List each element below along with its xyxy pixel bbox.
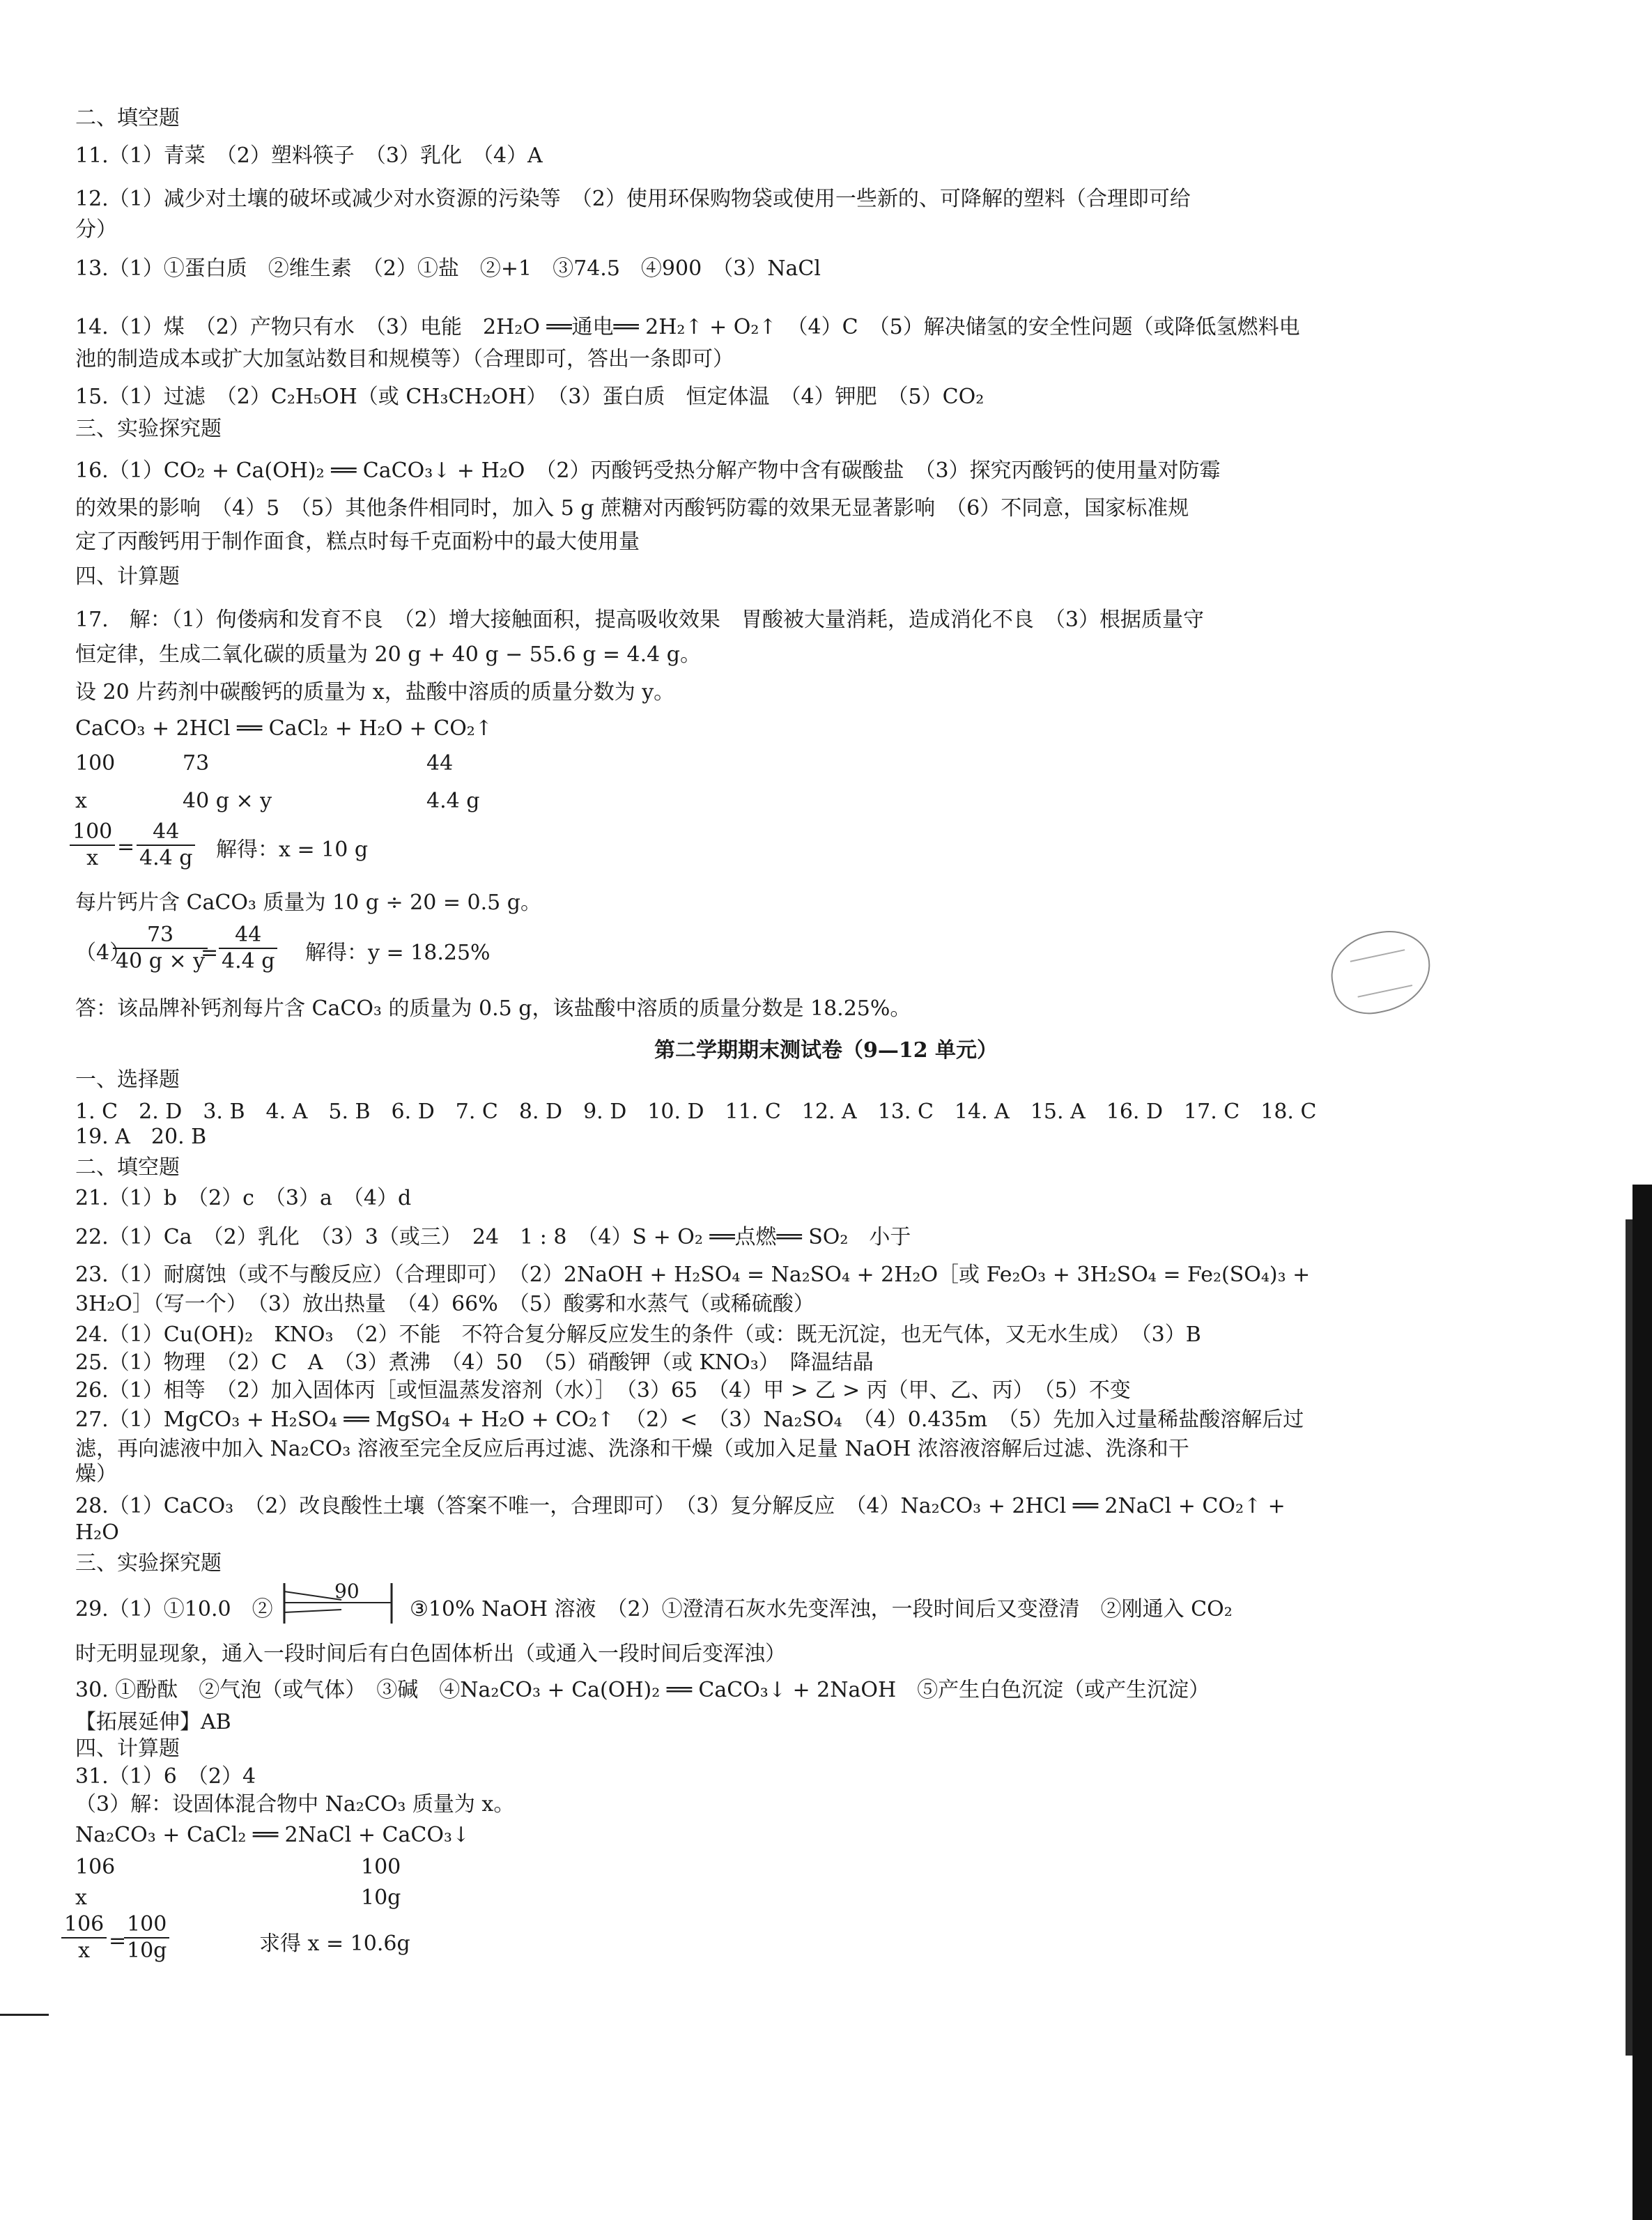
- answer-line: 定了丙酸钙用于制作面食，糕点时每千克面粉中的最大使用量: [75, 530, 640, 554]
- answer-line: 13.（1）①蛋白质 ②维生素 （2）①盐 ②+1 ③74.5 ④900 （3）NaCl: [75, 256, 821, 281]
- answer-line: 27.（1）MgCO₃ + H₂SO₄ ══ MgSO₄ + H₂O + CO₂↑ （2）< （3）Na₂SO₄ （4）0.435m （5）先加入过量稀盐酸溶解后过: [75, 1408, 1304, 1432]
- ratio-value: 100: [361, 1855, 401, 1879]
- fraction-denominator: x: [86, 846, 99, 870]
- answer-line: 1. C 2. D 3. B 4. A 5. B 6. D 7. C 8. D 9. D 10. D 11. C 12. A 13. C 14. A 15. A 16. D 17. C 18. C: [75, 1100, 1317, 1124]
- scan-edge-shadow: [1632, 1185, 1652, 2220]
- equals-sign: =: [117, 835, 135, 859]
- footer-rule: [0, 2014, 49, 2016]
- answer-line: 3H₂O］（写一个） （3）放出热量 （4）66% （5）酸雾和水蒸气（或稀硫酸）: [75, 1292, 815, 1316]
- fraction-denominator: 4.4 g: [139, 846, 193, 870]
- equation-line: CaCO₃ + 2HCl ══ CaCl₂ + H₂O + CO₂↑: [75, 716, 493, 741]
- answer-line: 答：该品牌补钙剂每片含 CaCO₃ 的质量为 0.5 g，该盐酸中溶质的质量分数是 18.25%。: [75, 996, 911, 1021]
- ratio-value: 40 g × y: [183, 789, 272, 813]
- answer-line: 16.（1）CO₂ + Ca(OH)₂ ══ CaCO₃↓ + H₂O （2）丙酸钙受热分解产物中含有碳酸盐 （3）探究丙酸钙的使用量对防霉: [75, 458, 1221, 483]
- fraction-denominator: 4.4 g: [222, 949, 275, 973]
- solution-text: 解得：y = 18.25%: [305, 941, 491, 965]
- answer-line: 每片钙片含 CaCO₃ 质量为 10 g ÷ 20 = 0.5 g。: [75, 891, 541, 915]
- answer-line: 12.（1）减少对土壤的破坏或减少对水资源的污染等 （2）使用环保购物袋或使用一些新的、可降解的塑料（合理即可给: [75, 187, 1191, 211]
- fraction: [113, 923, 208, 974]
- test-title: 第二学期期末测试卷（9—12 单元）: [654, 1038, 998, 1063]
- answer-line: 23.（1）耐腐蚀（或不与酸反应）（合理即可） （2）2NaOH + H₂SO₄ = Na₂SO₄ + 2H₂O［或 Fe₂O₃ + 3H₂SO₄ = Fe₂(SO₄)₃ +: [75, 1263, 1311, 1287]
- answer-line: 26.（1）相等 （2）加入固体丙［或恒温蒸发溶剂（水）］ （3）65 （4）甲 > 乙 > 丙（甲、乙、丙） （5）不变: [75, 1378, 1131, 1403]
- answer-line: 19. A 20. B: [75, 1125, 207, 1149]
- answer-line: （3）解：设固体混合物中 Na₂CO₃ 质量为 x。: [75, 1792, 515, 1817]
- answer-line: 30. ①酚酞 ②气泡（或气体） ③碱 ④Na₂CO₃ + Ca(OH)₂ ══ CaCO₃↓ + 2NaOH ⑤产生白色沉淀（或产生沉淀）: [75, 1678, 1210, 1702]
- answer-line: 22.（1）Ca （2）乳化 （3）3（或三） 24 1 : 8 （4）S + O₂ ══点燃══ SO₂ 小于: [75, 1225, 911, 1249]
- ratio-value: 44: [426, 751, 454, 776]
- fraction: [61, 1912, 107, 1964]
- section-heading: 二、填空题: [75, 106, 180, 130]
- fraction-numerator: 73: [113, 923, 208, 949]
- solution-text: 求得 x = 10.6g: [259, 1932, 410, 1956]
- fraction-denominator: 40 g × y: [116, 949, 206, 973]
- fraction-numerator: 100: [70, 819, 115, 846]
- solution-text: 解得：x = 10 g: [216, 838, 369, 862]
- answer-line: 11.（1）青菜 （2）塑料筷子 （3）乳化 （4）A: [75, 144, 543, 168]
- answer-line: ③10% NaOH 溶液 （2）①澄清石灰水先变浑浊，一段时间后又变澄清 ②刚通入 CO₂: [410, 1597, 1233, 1621]
- fraction: [124, 1912, 169, 1964]
- answer-line: 池的制造成本或扩大加氢站数目和规模等）（合理即可，答出一条即可）: [75, 347, 734, 371]
- scan-edge-shadow: [1626, 1219, 1632, 2056]
- fraction: [219, 923, 277, 974]
- cylinder-reading: 90: [334, 1580, 360, 1603]
- ratio-value: 73: [183, 751, 210, 776]
- section-heading: 四、计算题: [75, 564, 180, 589]
- stamp-logo: [1324, 923, 1439, 1021]
- equals-sign: =: [201, 941, 219, 965]
- section-heading: 四、计算题: [75, 1736, 180, 1761]
- answer-line: 28.（1）CaCO₃ （2）改良酸性土壤（答案不唯一，合理即可） （3）复分解反应 （4）Na₂CO₃ + 2HCl ══ 2NaCl + CO₂↑ +: [75, 1494, 1286, 1518]
- answer-line: 25.（1）物理 （2）C A （3）煮沸 （4）50 （5）硝酸钾（或 KNO₃） 降温结晶: [75, 1350, 874, 1375]
- answer-line: 15.（1）过滤 （2）C₂H₅OH（或 CH₃CH₂OH） （3）蛋白质 恒定体温 （4）钾肥 （5）CO₂: [75, 385, 985, 409]
- answer-line: 滤，再向滤液中加入 Na₂CO₃ 溶液至完全反应后再过滤、洗涤和干燥（或加入足量 NaOH 浓溶液溶解后过滤、洗涤和干: [75, 1437, 1189, 1461]
- answer-line: 恒定律，生成二氧化碳的质量为 20 g + 40 g − 55.6 g = 4.4 g。: [75, 642, 701, 667]
- answer-line: 的效果的影响 （4）5 （5）其他条件相同时，加入 5 g 蔗糖对丙酸钙防霉的效果无显著影响 （6）不同意，国家标准规: [75, 496, 1189, 521]
- section-heading: 三、实验探究题: [75, 1551, 222, 1575]
- fraction-numerator: 100: [124, 1912, 169, 1938]
- fraction-numerator: 106: [61, 1912, 107, 1938]
- section-heading: 一、选择题: [75, 1067, 180, 1092]
- answer-line: H₂O: [75, 1520, 119, 1545]
- answer-line: 21.（1）b （2）c （3）a （4）d: [75, 1186, 412, 1210]
- ratio-value: 106: [75, 1855, 116, 1879]
- ratio-value: x: [75, 789, 87, 813]
- fraction-numerator: 44: [137, 819, 195, 846]
- section-heading: 二、填空题: [75, 1155, 180, 1180]
- fraction-denominator: x: [78, 1938, 91, 1963]
- fraction: [137, 819, 195, 871]
- answer-line: 设 20 片药剂中碳酸钙的质量为 x，盐酸中溶质的质量分数为 y。: [75, 680, 675, 704]
- fraction-numerator: 44: [219, 923, 277, 949]
- answer-line: 17. 解：（1）佝偻病和发育不良 （2）增大接触面积，提高吸收效果 胃酸被大量消耗，造成消化不良 （3）根据质量守: [75, 608, 1204, 632]
- answer-line: 14.（1）煤 （2）产物只有水 （3）电能 2H₂O ══通电══ 2H₂↑ + O₂↑ （4）C （5）解决储氢的安全性问题（或降低氢燃料电: [75, 315, 1300, 339]
- answer-line: 29.（1）①10.0 ②: [75, 1597, 273, 1621]
- answer-line: 【拓展延伸】AB: [75, 1710, 231, 1734]
- ratio-value: x: [75, 1886, 87, 1910]
- equals-sign: =: [109, 1929, 127, 1953]
- ratio-value: 4.4 g: [426, 789, 480, 813]
- answer-line: 分）: [75, 217, 117, 242]
- fraction-denominator: 10g: [127, 1938, 167, 1963]
- ratio-value: 10g: [361, 1886, 401, 1910]
- answer-line: 24.（1）Cu(OH)₂ KNO₃ （2）不能 不符合复分解反应发生的条件（或：既无沉淀，也无气体，又无水生成） （3）B: [75, 1323, 1201, 1347]
- fraction: [70, 819, 115, 871]
- answer-line: 燥）: [75, 1462, 117, 1486]
- section-heading: 三、实验探究题: [75, 417, 222, 441]
- part-label: （4）: [75, 941, 131, 965]
- ratio-value: 100: [75, 751, 116, 776]
- answer-line: 31.（1）6 （2）4: [75, 1764, 256, 1789]
- equation-line: Na₂CO₃ + CaCl₂ ══ 2NaCl + CaCO₃↓: [75, 1823, 470, 1847]
- answer-line: 时无明显现象，通入一段时间后有白色固体析出（或通入一段时间后变浑浊）: [75, 1642, 786, 1666]
